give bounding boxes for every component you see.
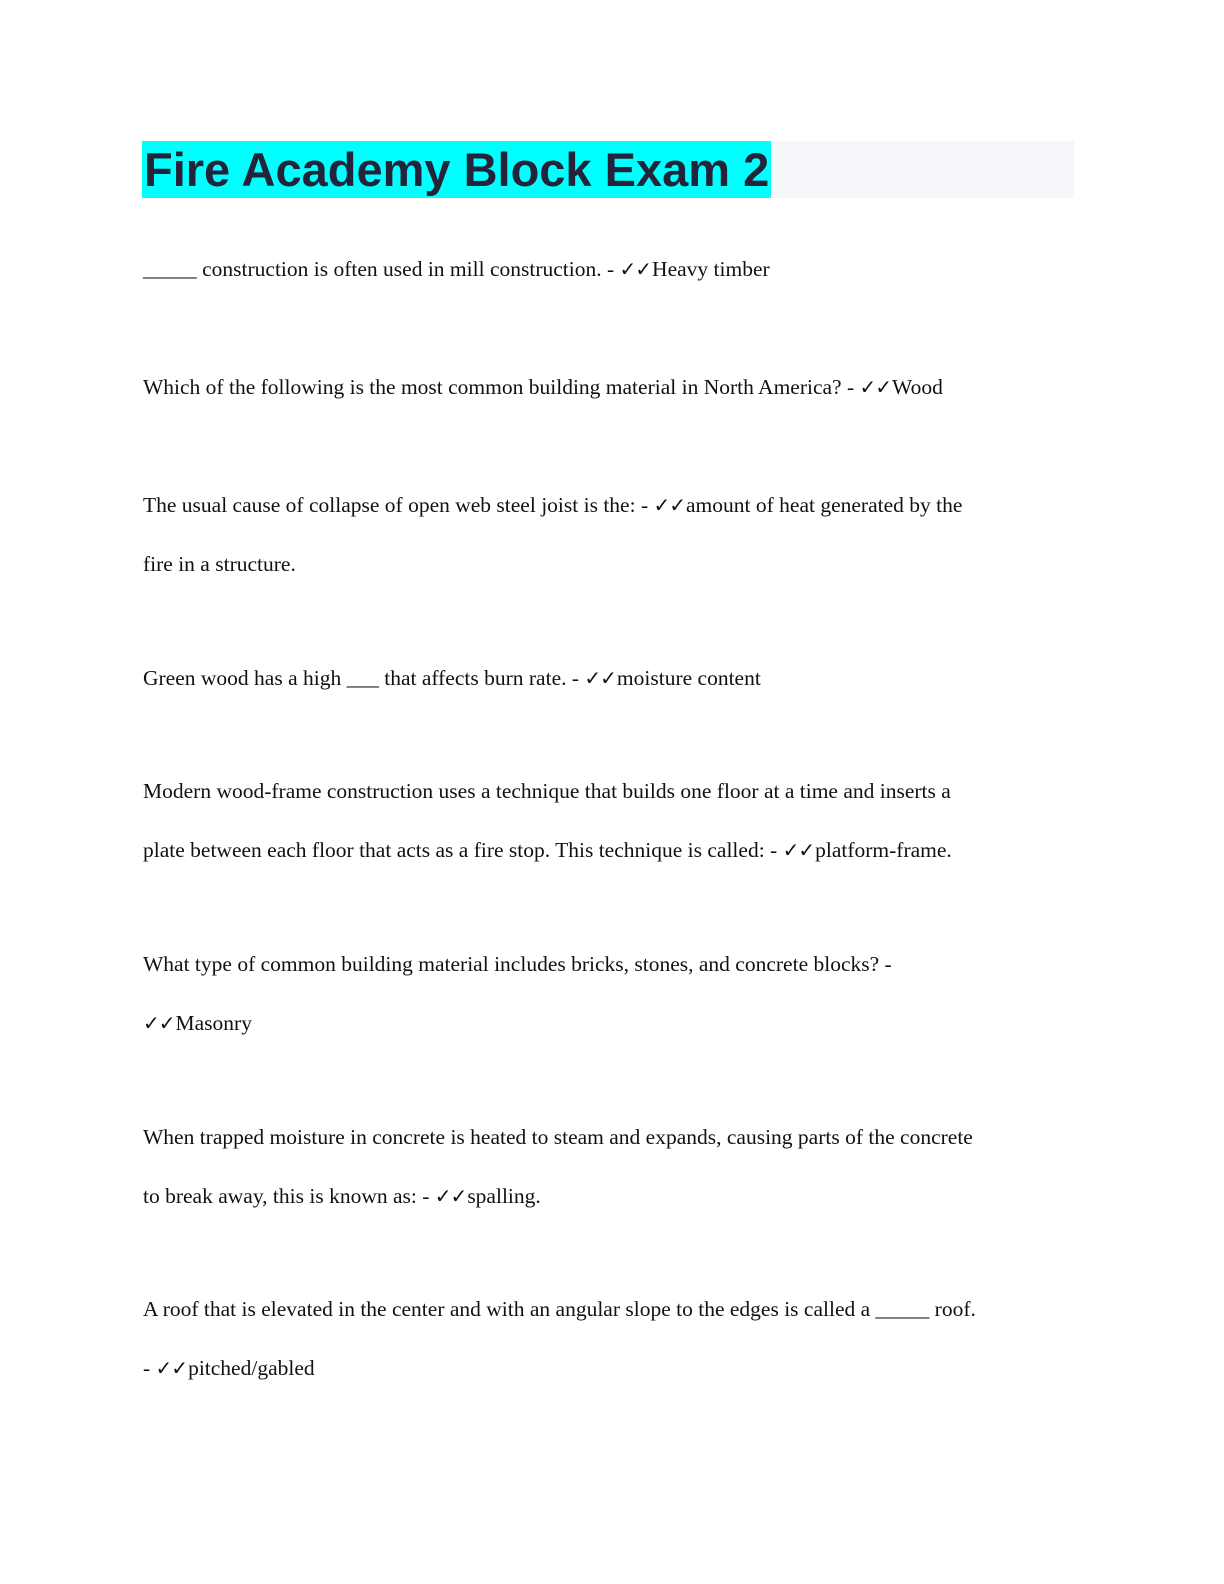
double-check-icon: ✓✓ [619, 257, 652, 281]
qa-item [143, 762, 1078, 880]
qa-item [143, 649, 1078, 708]
qa-item [143, 240, 1078, 299]
double-check-icon: ✓✓ [584, 666, 616, 690]
answer-text: pitched/gabled [188, 1356, 315, 1380]
answer-text: amount of heat generated by the [686, 493, 963, 517]
qa-line [143, 240, 1078, 299]
answer-text: Masonry [175, 1011, 252, 1035]
qa-line [143, 821, 1078, 880]
qa-line: fire in a structure. [143, 552, 296, 576]
question-text: to break away, this is known as: - [143, 1184, 435, 1208]
question-text: Green wood has a high ___ that affects burn rate. - [143, 666, 585, 690]
question-text: _____ construction is often used in mill construction. - [143, 257, 620, 281]
qa-item [143, 935, 1078, 1053]
double-check-icon: ✓✓ [653, 493, 685, 517]
qa-line: What type of common building material includes bricks, stones, and concrete blocks? - [143, 952, 892, 976]
double-check-icon: ✓✓ [143, 1011, 175, 1035]
qa-line [143, 476, 1078, 535]
qa-line [143, 994, 1078, 1053]
answer-text: spalling. [467, 1184, 541, 1208]
double-check-icon: ✓✓ [859, 375, 892, 399]
qa-line: A roof that is elevated in the center and with an angular slope to the edges is called a _____ roof. [143, 1297, 976, 1321]
question-text: - [143, 1356, 156, 1380]
document-title: Fire Academy Block Exam 2 [144, 143, 770, 196]
qa-line [143, 358, 1078, 417]
qa-item [143, 358, 1078, 417]
qa-line [143, 1167, 1078, 1226]
qa-item [143, 476, 1078, 594]
answer-text: platform-frame. [815, 838, 952, 862]
answer-text: moisture content [616, 666, 761, 690]
qa-line: When trapped moisture in concrete is heated to steam and expands, causing parts of the concrete [143, 1125, 973, 1149]
qa-line [143, 1339, 1078, 1398]
double-check-icon: ✓✓ [434, 1184, 467, 1208]
double-check-icon: ✓✓ [155, 1356, 188, 1380]
qa-item [143, 1280, 1078, 1398]
question-text: plate between each floor that acts as a fire stop. This technique is called: - [143, 838, 783, 862]
title-bar [142, 141, 1074, 198]
qa-item [143, 1108, 1078, 1226]
qa-line [143, 649, 1078, 708]
qa-line: Modern wood-frame construction uses a technique that builds one floor at a time and inserts a [143, 779, 951, 803]
answer-text: Wood [892, 375, 943, 399]
answer-text: Heavy timber [652, 257, 770, 281]
double-check-icon: ✓✓ [782, 838, 815, 862]
question-text: The usual cause of collapse of open web steel joist is the: - [143, 493, 654, 517]
question-text: Which of the following is the most common building material in North America? - [143, 375, 860, 399]
